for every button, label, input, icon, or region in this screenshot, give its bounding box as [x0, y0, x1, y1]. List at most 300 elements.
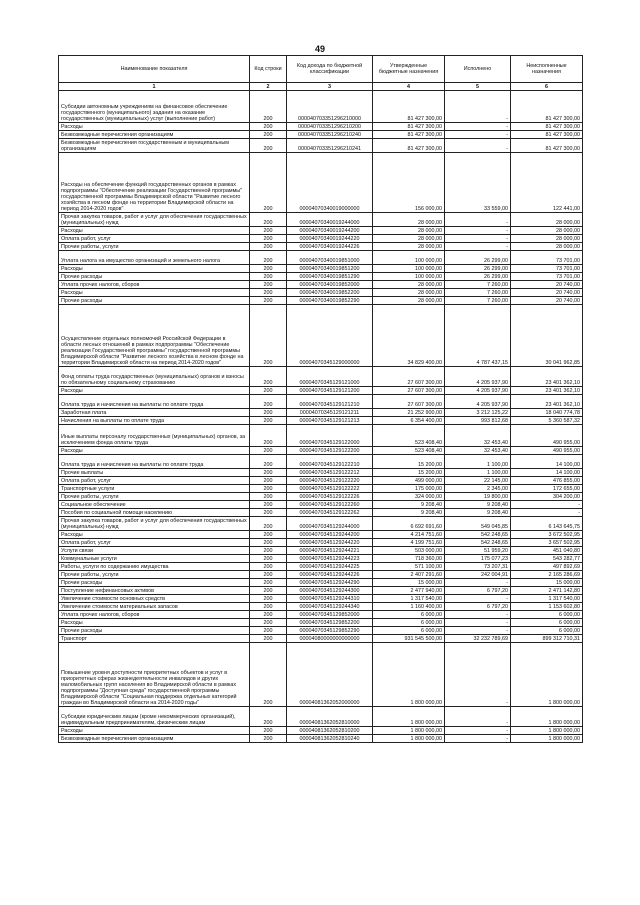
- row-approved-amount: 81 427 300,00: [373, 91, 445, 123]
- row-executed-amount: -: [445, 627, 511, 635]
- row-approved-amount: 931 545 500,00: [373, 635, 445, 643]
- table-row: [59, 387, 583, 395]
- row-approved-amount: 499 000,00: [373, 477, 445, 485]
- row-indicator-name: Повышение уровня доступности приоритетных объектов и услуг в приоритетных сферах жизнедеятельности инвалидов и других маломобильных групп населения во Владимирской области в рамках подпрограммы "Доступная среда" государственной программы Владимирской области "Социальная поддержка отдельных категорий граждан во Владимирской области на 2014-2020 годы": [59, 643, 250, 707]
- row-budget-code: 000040703351296210240: [287, 131, 373, 139]
- row-indicator-name: Фонд оплаты труда государственных (муниципальных) органов и взносы по обязательному социальному страхованию: [59, 367, 250, 387]
- row-unexecuted-amount: 6 000,00: [511, 619, 583, 627]
- row-approved-amount: 100 000,00: [373, 265, 445, 273]
- row-line-code: 200: [250, 243, 287, 251]
- table-row: [59, 281, 583, 289]
- row-executed-amount: -: [445, 91, 511, 123]
- row-unexecuted-amount: 2 165 286,69: [511, 571, 583, 579]
- row-executed-amount: 32 232 789,69: [445, 635, 511, 643]
- table-row: [59, 643, 583, 707]
- row-line-code: 200: [250, 123, 287, 131]
- row-budget-code: 00004070345129244340: [287, 603, 373, 611]
- row-line-code: 200: [250, 273, 287, 281]
- row-indicator-name: Прочие выплаты: [59, 469, 250, 477]
- row-approved-amount: 1 800 000,00: [373, 727, 445, 735]
- row-unexecuted-amount: 451 040,80: [511, 547, 583, 555]
- row-approved-amount: 523 408,40: [373, 447, 445, 455]
- row-approved-amount: 81 427 300,00: [373, 123, 445, 131]
- row-indicator-name: Субсидии юридическим лицам (кроме некоммерческих организаций), индивидуальным предпринимателям, физическим лицам: [59, 707, 250, 727]
- row-executed-amount: 4 787 437,15: [445, 305, 511, 367]
- row-unexecuted-amount: 6 143 645,75: [511, 517, 583, 531]
- row-budget-code: 00004070345129121210: [287, 395, 373, 409]
- table-row: [59, 735, 583, 743]
- row-line-code: 200: [250, 235, 287, 243]
- row-indicator-name: Расходы: [59, 123, 250, 131]
- row-approved-amount: 100 000,00: [373, 273, 445, 281]
- row-executed-amount: 7 260,00: [445, 289, 511, 297]
- table-row: [59, 265, 583, 273]
- row-indicator-name: Расходы: [59, 727, 250, 735]
- row-approved-amount: 523 408,40: [373, 425, 445, 447]
- row-unexecuted-amount: 81 427 300,00: [511, 123, 583, 131]
- row-executed-amount: -: [445, 235, 511, 243]
- row-indicator-name: Уплата прочих налогов, сборов: [59, 611, 250, 619]
- table-row: [59, 131, 583, 139]
- row-indicator-name: Прочие расходы: [59, 579, 250, 587]
- row-line-code: 200: [250, 603, 287, 611]
- row-line-code: 200: [250, 643, 287, 707]
- page-number: 49: [314, 44, 325, 54]
- row-approved-amount: 6 000,00: [373, 611, 445, 619]
- row-line-code: 200: [250, 611, 287, 619]
- table-row: [59, 139, 583, 153]
- table-row: [59, 595, 583, 603]
- row-approved-amount: 21 252 900,00: [373, 409, 445, 417]
- column-number: 1: [59, 83, 250, 91]
- table-row: [59, 531, 583, 539]
- row-budget-code: 00004070345129244226: [287, 571, 373, 579]
- row-unexecuted-amount: 6 000,00: [511, 611, 583, 619]
- table-row: [59, 297, 583, 305]
- row-indicator-name: Прочие работы, услуги: [59, 571, 250, 579]
- row-approved-amount: 27 607 300,00: [373, 387, 445, 395]
- row-budget-code: 00004070345129121211: [287, 409, 373, 417]
- header-unexecuted: Неисполненные назначения: [511, 56, 583, 83]
- row-line-code: 200: [250, 493, 287, 501]
- row-indicator-name: Безвозмездные перечисления государственным и муниципальным организациям: [59, 139, 250, 153]
- row-indicator-name: Коммунальные услуги: [59, 555, 250, 563]
- row-approved-amount: 571 100,00: [373, 563, 445, 571]
- table-row: [59, 455, 583, 469]
- row-unexecuted-amount: 14 100,00: [511, 469, 583, 477]
- column-number: 6: [511, 83, 583, 91]
- row-line-code: 200: [250, 455, 287, 469]
- row-unexecuted-amount: 28 000,00: [511, 235, 583, 243]
- row-unexecuted-amount: 15 000,00: [511, 579, 583, 587]
- row-unexecuted-amount: 14 100,00: [511, 455, 583, 469]
- row-budget-code: 00004070340019852000: [287, 281, 373, 289]
- row-unexecuted-amount: 73 701,00: [511, 265, 583, 273]
- table-row: [59, 571, 583, 579]
- row-executed-amount: -: [445, 707, 511, 727]
- row-unexecuted-amount: 1 317 540,00: [511, 595, 583, 603]
- row-budget-code: 00004070345129244000: [287, 517, 373, 531]
- row-approved-amount: 34 829 400,00: [373, 305, 445, 367]
- row-indicator-name: Транспорт: [59, 635, 250, 643]
- row-line-code: 200: [250, 213, 287, 227]
- row-executed-amount: 9 208,40: [445, 501, 511, 509]
- row-line-code: 200: [250, 387, 287, 395]
- row-indicator-name: Оплата работ, услуг: [59, 477, 250, 485]
- table-row: [59, 417, 583, 425]
- row-unexecuted-amount: 899 312 710,31: [511, 635, 583, 643]
- row-executed-amount: 51 959,20: [445, 547, 511, 555]
- row-budget-code: 00004070340019851200: [287, 265, 373, 273]
- row-approved-amount: 28 000,00: [373, 235, 445, 243]
- row-indicator-name: Расходы: [59, 289, 250, 297]
- row-line-code: 200: [250, 587, 287, 595]
- row-indicator-name: Расходы: [59, 387, 250, 395]
- table-row: [59, 547, 583, 555]
- row-line-code: 200: [250, 251, 287, 265]
- row-line-code: 200: [250, 425, 287, 447]
- table-row: [59, 727, 583, 735]
- row-approved-amount: 28 000,00: [373, 227, 445, 235]
- row-executed-amount: 6 797,20: [445, 587, 511, 595]
- row-unexecuted-amount: 20 740,00: [511, 289, 583, 297]
- row-approved-amount: 1 160 400,00: [373, 603, 445, 611]
- row-executed-amount: 4 205 937,90: [445, 395, 511, 409]
- row-unexecuted-amount: 81 427 300,00: [511, 91, 583, 123]
- row-approved-amount: 81 427 300,00: [373, 131, 445, 139]
- row-indicator-name: Безвозмездные перечисления организациям: [59, 735, 250, 743]
- row-executed-amount: -: [445, 579, 511, 587]
- row-unexecuted-amount: 28 000,00: [511, 243, 583, 251]
- row-indicator-name: Заработная плата: [59, 409, 250, 417]
- table-row: [59, 627, 583, 635]
- row-unexecuted-amount: 20 740,00: [511, 297, 583, 305]
- row-indicator-name: Уплата прочих налогов, сборов: [59, 281, 250, 289]
- row-executed-amount: 9 208,40: [445, 509, 511, 517]
- row-approved-amount: 324 000,00: [373, 493, 445, 501]
- row-approved-amount: 175 000,00: [373, 485, 445, 493]
- row-line-code: 200: [250, 627, 287, 635]
- table-row: [59, 619, 583, 627]
- table-row: [59, 485, 583, 493]
- row-unexecuted-amount: 28 000,00: [511, 227, 583, 235]
- row-approved-amount: 6 692 691,60: [373, 517, 445, 531]
- row-indicator-name: Иные выплаты персоналу государственных (муниципальных) органов, за исключением фонда оплаты труда: [59, 425, 250, 447]
- row-budget-code: 00004070345129122222: [287, 485, 373, 493]
- row-executed-amount: 32 453,40: [445, 425, 511, 447]
- row-approved-amount: 6 000,00: [373, 619, 445, 627]
- row-budget-code: 000040703351296210200: [287, 123, 373, 131]
- row-line-code: 200: [250, 563, 287, 571]
- row-line-code: 200: [250, 265, 287, 273]
- row-indicator-name: Расходы на обеспечение функций государственных органов в рамках подпрограммы "Обеспечение реализации Государственной программы" государственной программы Владимирской области "Развитие лесного хозяйства в лесном фонде на территории Владимирской области на период 2014-2020 годов": [59, 153, 250, 213]
- row-budget-code: 00004070345129122262: [287, 509, 373, 517]
- column-number: 4: [373, 83, 445, 91]
- row-executed-amount: -: [445, 611, 511, 619]
- table-row: [59, 395, 583, 409]
- row-indicator-name: Пособия по социальной помощи населению: [59, 509, 250, 517]
- row-unexecuted-amount: 3 672 502,95: [511, 531, 583, 539]
- row-line-code: 200: [250, 735, 287, 743]
- row-unexecuted-amount: 18 040 774,78: [511, 409, 583, 417]
- table-row: [59, 477, 583, 485]
- header-line-code: Код строки: [250, 56, 287, 83]
- row-executed-amount: 175 077,23: [445, 555, 511, 563]
- row-line-code: 200: [250, 571, 287, 579]
- row-budget-code: 00004070345129121000: [287, 367, 373, 387]
- row-line-code: 200: [250, 417, 287, 425]
- header-approved: Утвержденные бюджетные назначения: [373, 56, 445, 83]
- row-line-code: 200: [250, 547, 287, 555]
- row-indicator-name: Расходы: [59, 265, 250, 273]
- row-approved-amount: 503 000,00: [373, 547, 445, 555]
- row-executed-amount: -: [445, 643, 511, 707]
- row-line-code: 200: [250, 595, 287, 603]
- row-budget-code: 00004070345129122000: [287, 425, 373, 447]
- header-budget-code: Код дохода по бюджетной классификации: [287, 56, 373, 83]
- row-budget-code: 00004070345129122220: [287, 477, 373, 485]
- row-budget-code: 00004070345129244290: [287, 579, 373, 587]
- row-indicator-name: Услуги связи: [59, 547, 250, 555]
- column-number: 3: [287, 83, 373, 91]
- row-budget-code: 00004070345129852000: [287, 611, 373, 619]
- row-executed-amount: 1 100,00: [445, 455, 511, 469]
- row-executed-amount: 33 559,00: [445, 153, 511, 213]
- row-approved-amount: 28 000,00: [373, 213, 445, 227]
- row-unexecuted-amount: 1 153 602,80: [511, 603, 583, 611]
- row-budget-code: 00004070345129122200: [287, 447, 373, 455]
- row-executed-amount: -: [445, 735, 511, 743]
- row-budget-code: 00004070345129122260: [287, 501, 373, 509]
- header-executed: Исполнено: [445, 56, 511, 83]
- row-unexecuted-amount: 497 892,69: [511, 563, 583, 571]
- table-row: [59, 555, 583, 563]
- row-budget-code: 00004070340019244200: [287, 227, 373, 235]
- row-line-code: 200: [250, 707, 287, 727]
- table-row: [59, 635, 583, 643]
- row-executed-amount: 26 299,00: [445, 265, 511, 273]
- row-approved-amount: 2 477 940,00: [373, 587, 445, 595]
- row-approved-amount: 6 000,00: [373, 627, 445, 635]
- row-executed-amount: 542 248,65: [445, 539, 511, 547]
- row-line-code: 200: [250, 517, 287, 531]
- row-executed-amount: -: [445, 213, 511, 227]
- table-row: [59, 273, 583, 281]
- row-approved-amount: 15 200,00: [373, 455, 445, 469]
- row-approved-amount: 2 407 291,60: [373, 571, 445, 579]
- row-line-code: 200: [250, 131, 287, 139]
- row-approved-amount: 1 800 000,00: [373, 735, 445, 743]
- row-unexecuted-amount: 81 427 300,00: [511, 131, 583, 139]
- row-budget-code: 00004070345129000000: [287, 305, 373, 367]
- table-row: [59, 235, 583, 243]
- row-approved-amount: 81 427 300,00: [373, 139, 445, 153]
- row-unexecuted-amount: 304 200,00: [511, 493, 583, 501]
- row-line-code: 200: [250, 501, 287, 509]
- row-approved-amount: 15 200,00: [373, 469, 445, 477]
- row-approved-amount: 4 214 751,60: [373, 531, 445, 539]
- row-indicator-name: Прочая закупка товаров, работ и услуг для обеспечения государственных (муниципальных) нужд: [59, 213, 250, 227]
- row-budget-code: 00004070345129244300: [287, 587, 373, 595]
- table-row: [59, 469, 583, 477]
- row-unexecuted-amount: 490 955,00: [511, 425, 583, 447]
- row-line-code: 200: [250, 367, 287, 387]
- row-line-code: 200: [250, 555, 287, 563]
- table-row: [59, 707, 583, 727]
- row-budget-code: 00004070340019000000: [287, 153, 373, 213]
- row-line-code: 200: [250, 727, 287, 735]
- row-approved-amount: 9 208,40: [373, 509, 445, 517]
- row-approved-amount: 27 607 300,00: [373, 367, 445, 387]
- row-approved-amount: 9 208,40: [373, 501, 445, 509]
- row-budget-code: 00004070340019244220: [287, 235, 373, 243]
- row-unexecuted-amount: 20 740,00: [511, 281, 583, 289]
- row-indicator-name: Поступление нефинансовых активов: [59, 587, 250, 595]
- row-executed-amount: -: [445, 595, 511, 603]
- row-budget-code: 000040703351296210241: [287, 139, 373, 153]
- row-executed-amount: 22 145,00: [445, 477, 511, 485]
- table-row: [59, 409, 583, 417]
- row-approved-amount: 6 354 400,00: [373, 417, 445, 425]
- row-approved-amount: 100 000,00: [373, 251, 445, 265]
- row-budget-code: 00004070345129122210: [287, 455, 373, 469]
- row-indicator-name: Транспортные услуги: [59, 485, 250, 493]
- row-unexecuted-amount: 23 401 362,10: [511, 387, 583, 395]
- table-row: [59, 367, 583, 387]
- row-line-code: 200: [250, 539, 287, 547]
- table-row: [59, 91, 583, 123]
- row-approved-amount: 718 360,00: [373, 555, 445, 563]
- row-executed-amount: 549 045,85: [445, 517, 511, 531]
- row-executed-amount: -: [445, 131, 511, 139]
- table-row: [59, 493, 583, 501]
- table-row: [59, 501, 583, 509]
- row-indicator-name: Прочие работы, услуги: [59, 493, 250, 501]
- row-line-code: 200: [250, 579, 287, 587]
- row-unexecuted-amount: 490 955,00: [511, 447, 583, 455]
- row-executed-amount: 1 100,00: [445, 469, 511, 477]
- row-budget-code: 00004070340019852290: [287, 297, 373, 305]
- row-approved-amount: 156 000,00: [373, 153, 445, 213]
- header-indicator-name: Наименование показателя: [59, 56, 250, 83]
- row-unexecuted-amount: 23 401 362,10: [511, 395, 583, 409]
- row-approved-amount: 15 000,00: [373, 579, 445, 587]
- row-line-code: 200: [250, 91, 287, 123]
- column-number: 2: [250, 83, 287, 91]
- column-number-row: [59, 83, 583, 91]
- row-unexecuted-amount: 73 701,00: [511, 251, 583, 265]
- row-unexecuted-amount: 1 800 000,00: [511, 707, 583, 727]
- table-row: [59, 603, 583, 611]
- row-line-code: 200: [250, 305, 287, 367]
- row-budget-code: 00004081362052000000: [287, 643, 373, 707]
- row-executed-amount: 32 453,40: [445, 447, 511, 455]
- row-indicator-name: Оплата работ, услуг: [59, 539, 250, 547]
- row-executed-amount: 26 299,00: [445, 251, 511, 265]
- row-line-code: 200: [250, 227, 287, 235]
- row-unexecuted-amount: 2 471 142,80: [511, 587, 583, 595]
- row-budget-code: 00004070345129121200: [287, 387, 373, 395]
- row-line-code: 200: [250, 509, 287, 517]
- row-indicator-name: Социальное обеспечение: [59, 501, 250, 509]
- row-unexecuted-amount: 122 441,00: [511, 153, 583, 213]
- row-indicator-name: Прочие расходы: [59, 297, 250, 305]
- row-indicator-name: Начисления на выплаты по оплате труда: [59, 417, 250, 425]
- row-executed-amount: 73 207,31: [445, 563, 511, 571]
- row-budget-code: 00004080000000000000: [287, 635, 373, 643]
- row-executed-amount: 6 797,20: [445, 603, 511, 611]
- row-budget-code: 00004070340019851290: [287, 273, 373, 281]
- row-budget-code: 00004070345129244221: [287, 547, 373, 555]
- row-indicator-name: Расходы: [59, 531, 250, 539]
- column-number: 5: [445, 83, 511, 91]
- row-executed-amount: 4 205 937,90: [445, 387, 511, 395]
- row-executed-amount: 2 345,00: [445, 485, 511, 493]
- row-unexecuted-amount: 3 657 502,95: [511, 539, 583, 547]
- row-unexecuted-amount: 543 282,77: [511, 555, 583, 563]
- row-line-code: 200: [250, 469, 287, 477]
- row-line-code: 200: [250, 297, 287, 305]
- row-indicator-name: Расходы: [59, 619, 250, 627]
- table-row: [59, 251, 583, 265]
- row-unexecuted-amount: 1 800 000,00: [511, 735, 583, 743]
- table-row: [59, 509, 583, 517]
- row-unexecuted-amount: 6 000,00: [511, 627, 583, 635]
- row-indicator-name: Уплата налога на имущество организаций и земельного налога: [59, 251, 250, 265]
- row-unexecuted-amount: -: [511, 509, 583, 517]
- row-line-code: 200: [250, 619, 287, 627]
- table-row: [59, 587, 583, 595]
- table-row: [59, 539, 583, 547]
- row-line-code: 200: [250, 635, 287, 643]
- row-indicator-name: Увеличение стоимости основных средств: [59, 595, 250, 603]
- row-indicator-name: Прочие расходы: [59, 627, 250, 635]
- table-row: [59, 305, 583, 367]
- row-executed-amount: -: [445, 123, 511, 131]
- table-row: [59, 563, 583, 571]
- row-executed-amount: 4 205 937,90: [445, 367, 511, 387]
- row-unexecuted-amount: 73 701,00: [511, 273, 583, 281]
- row-indicator-name: Субсидии автономным учреждениям на финансовое обеспечение государственного (муниципального) задания на оказание государственных (муниципальных) услуг (выполнение работ): [59, 91, 250, 123]
- row-budget-code: 00004070345129244220: [287, 539, 373, 547]
- row-unexecuted-amount: 30 041 962,85: [511, 305, 583, 367]
- row-line-code: 200: [250, 477, 287, 485]
- budget-execution-table: [58, 55, 583, 743]
- row-budget-code: 00004070345129244225: [287, 563, 373, 571]
- row-budget-code: 00004081362052810200: [287, 727, 373, 735]
- row-executed-amount: -: [445, 227, 511, 235]
- row-line-code: 200: [250, 395, 287, 409]
- table-row: [59, 227, 583, 235]
- row-indicator-name: Прочие расходы: [59, 273, 250, 281]
- row-budget-code: 00004070345129121213: [287, 417, 373, 425]
- row-executed-amount: 993 812,68: [445, 417, 511, 425]
- row-unexecuted-amount: 172 655,00: [511, 485, 583, 493]
- table-row: [59, 425, 583, 447]
- row-budget-code: 00004070345129244310: [287, 595, 373, 603]
- row-approved-amount: 1 800 000,00: [373, 707, 445, 727]
- row-line-code: 200: [250, 289, 287, 297]
- row-budget-code: 00004070340019851000: [287, 251, 373, 265]
- row-approved-amount: 1 800 000,00: [373, 643, 445, 707]
- row-unexecuted-amount: 5 360 587,32: [511, 417, 583, 425]
- row-approved-amount: 28 000,00: [373, 297, 445, 305]
- row-budget-code: 00004070340019852200: [287, 289, 373, 297]
- row-approved-amount: 28 000,00: [373, 281, 445, 289]
- row-approved-amount: 28 000,00: [373, 289, 445, 297]
- row-line-code: 200: [250, 409, 287, 417]
- table-row: [59, 517, 583, 531]
